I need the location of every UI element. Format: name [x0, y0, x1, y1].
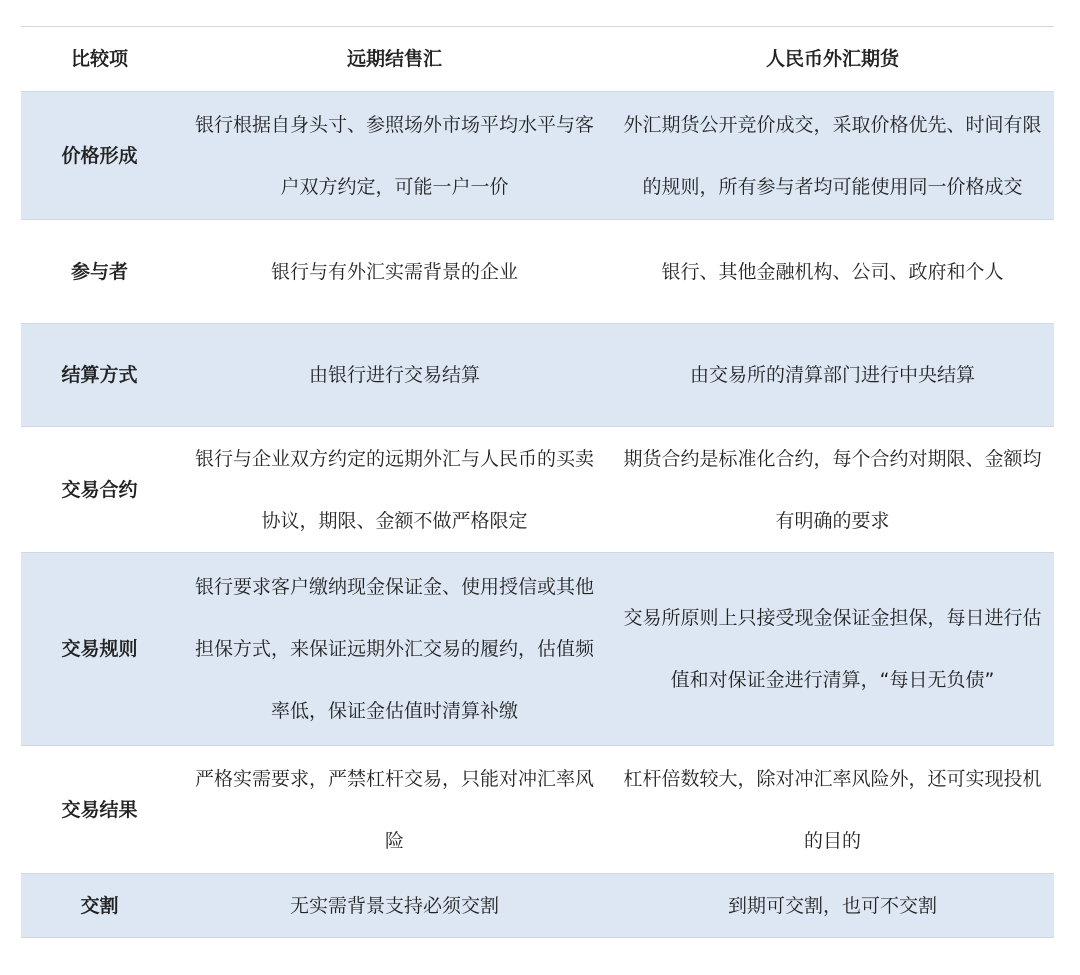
row-item: 交割: [80, 894, 119, 917]
row-item: 交易规则: [61, 638, 138, 660]
row-futures: 外汇期货公开竞价成交，采取价格优先、时间有限的规则，所有参与者均可能使用同一价格成交: [623, 113, 1042, 198]
row-forward: 银行与企业双方约定的远期外汇与人民币的买卖协议，期限、金额不做严格限定: [194, 447, 594, 532]
row-futures: 交易所原则上只接受现金保证金担保，每日进行估值和对保证金进行清算，“每日无负债”: [623, 607, 1042, 691]
row-item: 交易合约: [61, 478, 138, 501]
table-row: [21, 746, 1054, 874]
table-header-row: [21, 27, 1054, 92]
row-futures: 杠杆倍数较大，除对冲汇率风险外，还可实现投机的目的: [623, 767, 1042, 852]
table-row: [21, 324, 1054, 427]
table-row: [21, 427, 1054, 553]
row-forward: 银行根据自身头寸、参照场外市场平均水平与客户双方约定，可能一户一价: [194, 113, 594, 198]
table-row: [21, 92, 1054, 220]
row-forward: 严格实需要求，严禁杠杆交易，只能对冲汇率风险: [194, 767, 594, 852]
row-futures: 到期可交割，也可不交割: [727, 894, 937, 917]
table-row: [21, 220, 1054, 324]
row-forward: 无实需背景支持必须交割: [289, 894, 499, 917]
header-futures: 人民币外汇期货: [765, 48, 899, 70]
row-item: 价格形成: [61, 144, 138, 167]
row-item: 交易结果: [61, 798, 138, 821]
row-futures: 银行、其他金融机构、公司、政府和个人: [661, 260, 1004, 283]
table-row: [21, 553, 1054, 746]
row-item: 结算方式: [61, 364, 138, 386]
row-forward: 由银行进行交易结算: [308, 364, 480, 386]
table-row: [21, 874, 1054, 938]
row-futures: 期货合约是标准化合约，每个合约对期限、金额均有明确的要求: [623, 447, 1042, 532]
row-forward: 银行要求客户缴纳现金保证金、使用授信或其他担保方式，来保证远期外汇交易的履约，估值频率低，保证金估值时清算补缴: [194, 576, 594, 722]
row-futures: 由交易所的清算部门进行中央结算: [689, 364, 975, 386]
header-item: 比较项: [70, 48, 128, 70]
header-forward: 远期结售汇: [346, 48, 442, 70]
row-forward: 银行与有外汇实需背景的企业: [270, 260, 518, 283]
row-item: 参与者: [70, 260, 128, 283]
comparison-table: [21, 26, 1054, 938]
